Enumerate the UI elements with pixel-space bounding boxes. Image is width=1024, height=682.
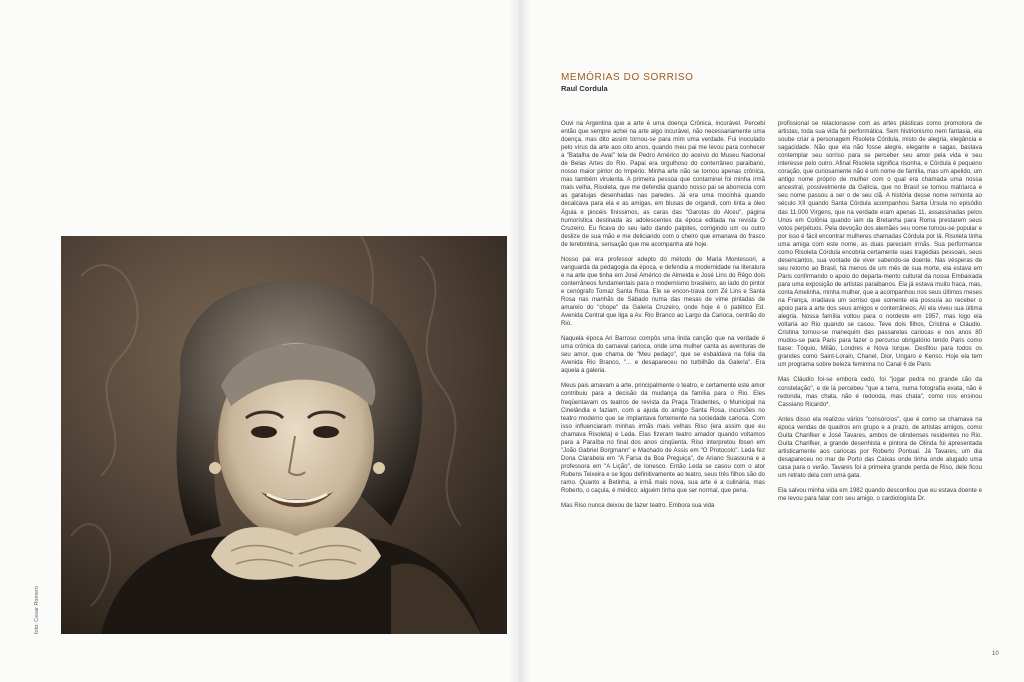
portrait-illustration — [61, 236, 507, 634]
paragraph: Ela salvou minha vida em 1982 quando desconfiou que eu estava doente e me levou para falar com seu amigo, o cardiologista Dr. — [778, 487, 982, 503]
paragraph: Nosso pai era professor adepto do método de Maria Montessori, a vanguarda da pedagogia da época, e defendia a modernidade na literatura e na arte que tinha em José Américo de Almeida e José Lins do Rêgo dois conterrâneos fundamentais para o modernismo brasileiro, ao lado do pintor e cenógrafo Tomaz Santa Rosa. Ele se encon-trava com Zé Lins e Santa Rosa nas manhãs de Sábado numa das mesas de vime pintadas de amarelo do "chope" da Galeria Cruzeiro, onde hoje é o patético Ed. Avenida Central que liga a Av. Rio Branco ao Largo da Carioca, centrão do Rio. — [561, 255, 765, 328]
text-column-left — [561, 120, 765, 640]
photo-credit: foto: Cesar Romero — [34, 586, 40, 634]
paragraph: Mas Riso nunca deixou de fazer teatro. Embora sua vida — [561, 502, 715, 510]
paragraph: profissional se relacionasse com as artes plásticas como promotora de artistas, toda sua vida foi performática. Sem histrionismo nem fantasia, ela soube criar a personagem Risoleta Córdula, misto de alegria, elegância e sagacidade. Não que ela não fosse alegre, elegante e sagas, bastava contemplar seu sorriso para se perceber seu amor pela vida e seu interesse pelo outro. Afinal Risoleta significa risonha, e Córdula é pequeno coração, que curiosamente não é um nome de família, mas um apelido, um antigo nome próprio de mulher com o qual era chamada uma nossa ancestral, possivelmente da Galícia, que no Brasil se tornou matriarca e seu nome passou a ser o de seu clã. A história desse nome remonta ao século XII quando Santa Córdula acompanhou Santa Úrsula no episódio das 11.000 Virgens, que na verdade eram apenas 11, assassinadas pelos Unos em Colônia quando iam da Bretanha para Roma prestarem seus votos perpétuos. Pela devoção dos alemães seu nome tornou-se popular e por isso é fácil encontrar mulheres chamadas Córdula por lá. Risoleta tinha uma amiga com este nome, as duas pareciam irmãs. Sua performance como Risoleta Córdula encobria certamente suas tragédias pessoais, seus desencantos, sua vontade de viver sabendo-se doente. Nas vésperas de seu retorno ao Brasil, há menos de um mês de sua morte, ela estava em Paris confirmando o apoio do departa-mento cultural da nossa Embaixada para uma exposição de artistas paraibanos. Ela já estava muito fraca, mas, conta Amelinha, minha mulher, que a acompanhou nos seus últimos meses na França, irradiava um sorriso que somente ela possuía ao receber o apoio para a arte dos seus amigos e conterrâneos. Ali ela viveu sua última alegria. Nossa família voltou para o nordeste em 1957, mas logo ela voltaria ao Rio quando se casou. Teve dois filhos, Cristina e Cláudio. Cristina tornou-se manequim das passarelas cariocas e nos anos 80 mudou-se para Paris para fazer o percurso obrigatório tendo Paris como base: Tóquio, Milão, Londres e Nova Iorque. Desfilou para todos os grandes como Saint-Lorain, Chanel, Dior, Ungaro e Kenso. Hoje ela tem um programa sobre beleza feminina no Canal 6 de Paris — [778, 120, 982, 369]
paragraph: Ouvi na Argentina que a arte é uma doença Crônica, incurável. Percebi então que sempre achei na arte algo incurável, não necessariamente uma doença, mas dito assim tornou-se para mim uma verdade. Fui inoculado pelo vírus da arte aos oito anos, quando meu pai me levou para conhecer a "Batalha de Avaí" tela de Pedro Américo do acervo do Museu Nacional de Belas Artes do Rio. Papai era orgulhoso do conterrâneo paraibano, nosso maior pintor do Império. Minha arte não se tornou apenas crônica, mas também virulenta. A primeira pessoa que contaminei foi minha irmã mais velha, Risoleta, que me defendia quando nosso pai se aborrecia com as garatujas desenhadas nas paredes. Já era uma mocinha quando decalcava para ela e as amigas, em blusas de organdi, com tinta a óleo Águia e pincéis finíssimos, as caras das "Garotas do Alceu", página humorística destinada às adolescentes da época editada na revista O Cruzeiro. Eu ficava do seu lado dando palpites, corrigindo um ou outro deslize de sua mão e me deliciando com o cheiro que emanava do frasco de terebintina, sensação que me acompanha até hoje. — [561, 120, 765, 248]
page-number: 10 — [992, 651, 999, 657]
paragraph: Antes disso ela realizou vários "consórcios", que é como se chamava na época vendas de quadros em grupo e a prazo, de artistas amigos, como Guita Charifker e José Tavares, ambos de olindenses residentes no Rio. Guita Charifker, a grande desenhista e pintora de Olinda foi apresentada artisticamente aos cariocas por Roberto Pontual. Já Tavares, um dia desapareceu no mar de Porto das Caixas onde tinha onde alugado uma casa para o verão. Tavares foi a primeira grande perda de Riso, dele ficou um retrato dela com uma gata. — [778, 415, 982, 479]
paragraph: Mas Cláudio foi-se embora cedo, foi "jogar pedra no grande cão da constelação", e de lá percebeu "que a terra, numa fotografia exata, não é redonda, mas chata, não é redonda, mas chata", como nos ensinou Cassiano Ricardo*. — [778, 376, 982, 408]
portrait-photo — [61, 236, 507, 634]
page-gutter — [508, 0, 530, 682]
article-author: Raul Cordula — [561, 84, 608, 93]
text-column-right — [778, 120, 982, 640]
paragraph: Meus pais amavam a arte, principalmente o teatro, e certamente este amor contribuiu para a decisão da mudança da família para o Rio. Eles freqüentavam os teatros de revista da Praça Tiradentes, o Municipal na Cinelândia e faziam, com a ajuda do amigo Santa Rosa, incursões no teatro moderno que se implantava fortemente na sociedade carioca. Com isso influenciaram minhas irmãs mais velhas Riso (era assim que eu chamava Risoleta) e Leda. Elas fizeram teatro amador quando voltamos para a Paraíba no final dos anos cinqüenta. Riso interpretou Ibsen em "João Gabriel Borgmann" e Machado de Assis em "O Protocolo". Leda fez Dona Clarabela em "A Farsa da Boa Preguiça", de Ariano Suassuna e a professora em "A Lição", de Ionesco. Então Leda se casou com o ator Rubens Teixeira e se ligou definitivamente ao teatro, seus três filhos são do ramo. Quanto a Betinha, a irmã mais nova, sua arte é a culinária, mas Roberto, o caçula, é médico: alguém tinha que ser normal, que pena. — [561, 382, 765, 495]
article-title: MEMÓRIAS DO SORRISO — [561, 72, 694, 83]
paragraph: Naquela época Ari Barroso compôs uma linda canção que na verdade é uma crônica do carnaval carioca, onde uma mulher canta as aventuras de seu amor, que chama de "Meu pedaço", que se esbaldava na folia da Avenida Rio Branco, "... e desapareceu no turbilhão da Galeria". Era aquela a galeria. — [561, 335, 765, 375]
